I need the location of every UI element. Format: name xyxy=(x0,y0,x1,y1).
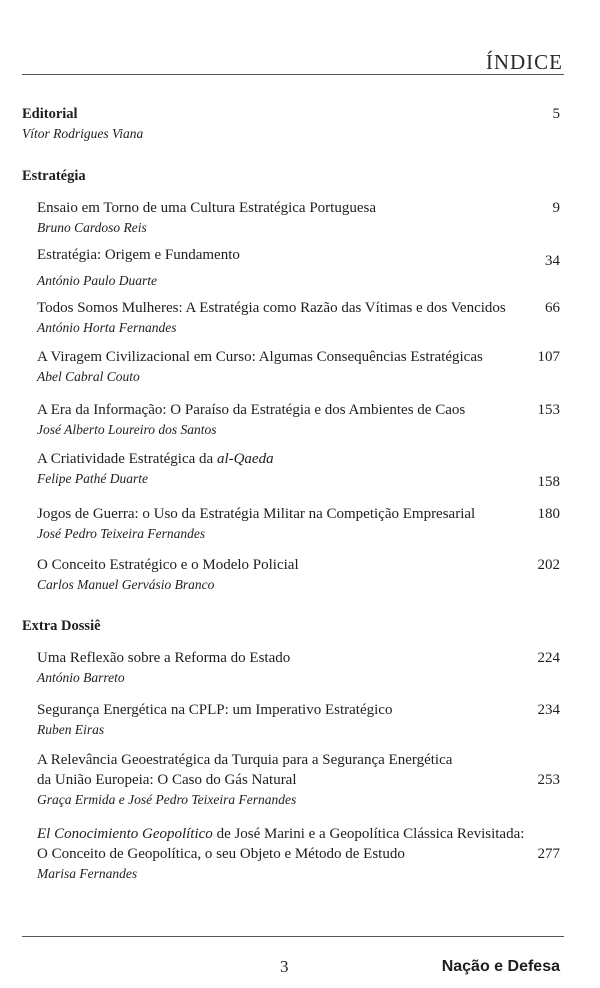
entry-title-line1: El Conocimiento Geopolítico de José Marini e a Geopolítica Clássica Revisitada: xyxy=(37,826,525,842)
entry-author: Marisa Fernandes xyxy=(37,866,138,881)
page-title: ÍNDICE xyxy=(485,50,563,74)
toc-entry[interactable] xyxy=(37,824,560,883)
page-number: 66 xyxy=(545,300,560,316)
entry-author: Graça Ermida e José Pedro Teixeira Fernandes xyxy=(37,792,297,807)
toc-entry[interactable] xyxy=(37,555,560,594)
entry-title: Jogos de Guerra: o Uso da Estratégia Militar na Competição Empresarial xyxy=(37,506,476,522)
header-rule xyxy=(22,74,564,75)
toc-entry[interactable] xyxy=(37,449,560,492)
page-number: 234 xyxy=(537,702,560,718)
page-number: 9 xyxy=(552,200,560,216)
page-number: 107 xyxy=(537,349,560,365)
page-number: 224 xyxy=(537,650,560,666)
entry-author: Bruno Cardoso Reis xyxy=(37,220,147,235)
footer-rule xyxy=(22,936,564,937)
entry-title: Segurança Energética na CPLP: um Imperativo Estratégico xyxy=(37,702,393,718)
page-number: 34 xyxy=(545,253,560,269)
entry-author: Ruben Eiras xyxy=(37,722,105,737)
section-heading-extra-dossie: Extra Dossiê xyxy=(22,618,101,634)
entry-title: Uma Reflexão sobre a Reforma do Estado xyxy=(37,650,291,666)
entry-author: José Alberto Loureiro dos Santos xyxy=(37,422,217,437)
publication-name: Nação e Defesa xyxy=(441,958,560,975)
entry-title: Ensaio em Torno de uma Cultura Estratégica Portuguesa xyxy=(37,200,377,216)
entry-title: O Conceito Estratégico e o Modelo Policial xyxy=(37,557,299,573)
entry-title: Todos Somos Mulheres: A Estratégia como Razão das Vítimas e dos Vencidos xyxy=(37,300,506,316)
page-number: 180 xyxy=(537,506,560,522)
page-number: 253 xyxy=(537,772,560,788)
page-number: 153 xyxy=(537,402,560,418)
entry-author: Vítor Rodrigues Viana xyxy=(22,126,144,141)
entry-title: A Criatividade Estratégica da al-Qaeda xyxy=(37,451,274,467)
entry-author: Felipe Pathé Duarte xyxy=(37,471,148,486)
entry-title-line2: da União Europeia: O Caso do Gás Natural xyxy=(37,772,297,788)
page-number: 277 xyxy=(537,846,560,862)
entry-title: A Era da Informação: O Paraíso da Estratégia e dos Ambientes de Caos xyxy=(37,402,466,418)
section-heading-estrategia: Estratégia xyxy=(22,168,86,184)
entry-title: A Viragem Civilizacional em Curso: Algumas Consequências Estratégicas xyxy=(37,349,483,365)
toc-entry-editorial[interactable] xyxy=(22,104,560,143)
toc-entry[interactable] xyxy=(37,750,560,809)
entry-author: José Pedro Teixeira Fernandes xyxy=(37,526,206,541)
entry-author: Abel Cabral Couto xyxy=(37,369,140,384)
toc-entry[interactable] xyxy=(37,245,560,290)
entry-author: António Paulo Duarte xyxy=(37,273,157,288)
entry-author: Carlos Manuel Gervásio Branco xyxy=(37,577,215,592)
entry-title-line1: A Relevância Geoestratégica da Turquia para a Segurança Energética xyxy=(37,752,453,768)
toc-entry[interactable] xyxy=(37,298,560,337)
toc-entry[interactable] xyxy=(37,400,560,439)
toc-entry[interactable] xyxy=(37,504,560,543)
entry-title: Estratégia: Origem e Fundamento xyxy=(37,247,240,263)
entry-author: António Barreto xyxy=(37,670,125,685)
page-number: 5 xyxy=(552,106,560,122)
page-number: 202 xyxy=(537,557,560,573)
page-number: 158 xyxy=(537,474,560,490)
toc-entry[interactable] xyxy=(37,700,560,739)
toc-entry[interactable] xyxy=(37,347,560,386)
toc-entry[interactable] xyxy=(37,648,560,687)
footer-page-number: 3 xyxy=(280,957,289,976)
toc-entry[interactable] xyxy=(37,198,560,237)
entry-author: António Horta Fernandes xyxy=(37,320,177,335)
section-heading-editorial: Editorial xyxy=(22,106,78,122)
entry-title-line2: O Conceito de Geopolítica, o seu Objeto e Método de Estudo xyxy=(37,846,405,862)
